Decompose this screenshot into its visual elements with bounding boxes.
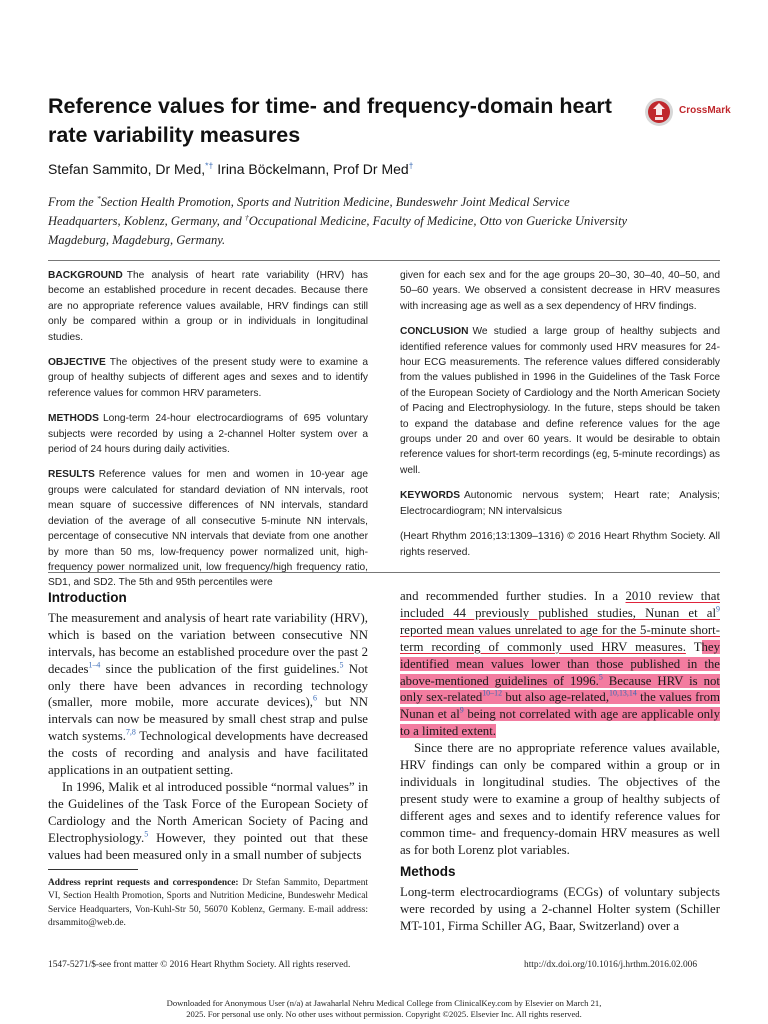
abstract-bottom-rule	[48, 572, 720, 573]
abstract-top-rule	[48, 260, 720, 261]
abstract-citation: (Heart Rhythm 2016;13:1309–1316) © 2016 Heart Rhythm Society. All rights reserved.	[400, 531, 720, 558]
download-line-2: 2025. For personal use only. No other uses without permission. Copyright ©2025. Elsevier Inc. All rights reserved.	[186, 1009, 582, 1019]
download-line-1: Downloaded for Anonymous User (n/a) at Jawaharlal Nehru Medical College from ClinicalKey.com by Elsevier on March 21,	[166, 998, 602, 1008]
intro-paragraph-1: The measurement and analysis of heart rate variability (HRV), which is based on the variation between consecutive NN intervals, has become an established procedure over the past 2 decades$^{1-4}$ since the publication of the first guidelines.$^5$ Not only there have been advances in recording technology (smaller, more mobile, more accurate devices),$^6$ but NN intervals can now be measured by small chest strap and pulse watch systems.$^{7,8}$ Technological developments have decreased the costs of recording and analysis and have facilitated applications in an outpatient setting.	[48, 610, 369, 778]
intro-paragraph-2: In 1996, Malik et al introduced possible “normal values” in the Guidelines of the Task Force of the European Society of Cardiology and the North American Society of Pacing and Electrophysiology.$^5$ However, they pointed out that these values had been measured only in a small number of subjects	[48, 779, 368, 862]
author-1: Stefan Sammito, Dr Med,	[48, 161, 206, 177]
abstract-right-column	[400, 268, 720, 570]
author-line	[48, 161, 414, 177]
intro-paragraph-continued: and recommended further studies. In a 2010 review that included 44 previously published studies, Nunan et al$^9$ reported mean values unrelated to age for the 5-minute short-term recording of commonly used HRV measures. They identified mean values lower than those published in the above-mentioned guidelines of 1996.$^5$ Because HRV is not only sex-related$^{10-12}$ but also age-related,$^{10,13,14}$ the values from Nunan et al$^9$ being not correlated with age are applicable only to a limited extent.	[400, 589, 720, 739]
crossmark-icon	[644, 95, 674, 129]
affiliation: From the *Section Health Promotion, Sports and Nutrition Medicine, Bundeswehr Joint Medical Service Headquarters, Koblenz, Germany, and †Occupational Medicine, Faculty of Medicine, Otto von Guericke University Magdeburg, Magdeburg, Germany.	[48, 193, 628, 247]
correspondence-footnote: Address reprint requests and correspondence: Dr Stefan Sammito, Department VI, Section Health Promotion, Sports and Nutrition Medicine, Bundeswehr Medical Service Headquarters, Von-Kuhl-Str 50, 56070 Koblenz, Germany. E-mail address: drsammito@web.de.	[48, 878, 368, 928]
copyright-line: 1547-5271/$-see front matter © 2016 Heart Rhythm Society. All rights reserved.	[48, 960, 351, 970]
abstract-methods: METHODS Long-term 24-hour electrocardiograms of 695 voluntary subjects were recorded by using a 2-channel Holter system over a period of 24 hours during daily activities.	[48, 413, 368, 456]
abstract-results-continued: given for each sex and for the age groups 20–30, 30–40, 40–50, and 50–60 years. We observed a consistent decrease in HRV measures with increasing age as well as a sex dependency of HRV findings.	[400, 270, 720, 312]
ref-link[interactable]: 1–4	[88, 660, 101, 670]
abstract-objective: OBJECTIVE The objectives of the present study were to examine a group of healthy subjects of different ages and sexes and to identify reference values for common HRV parameters.	[48, 357, 368, 399]
ref-link[interactable]: 6	[312, 694, 317, 704]
crossmark-badge[interactable]	[644, 95, 731, 129]
ref-link[interactable]: 5	[339, 660, 344, 670]
abstract-conclusion: CONCLUSION We studied a large group of healthy subjects and identified reference values for commonly used HRV measures for 24-hour ECG measurements. The reference values differed considerably from the values published in 1996 in the Guidelines of the Task Force of the European Society of Cardiology and the North American Society of Pacing and Electrophysiology. In the future, steps should be taken to expand the database and define reference values for the age groups under 20 and over 60 years. It would be desirable to obtain reference values for short-term recordings (eg, 5-minute recordings) as well.	[400, 326, 720, 476]
article-title: Reference values for time- and frequency-domain heart rate variability measures	[48, 94, 612, 147]
methods-heading: Methods	[400, 864, 456, 879]
methods-paragraph: Long-term electrocardiograms (ECGs) of voluntary subjects were recorded by using a 2-channel Holter system (Schiller MT-101, Firma Schiller AG, Baar, Switzerland) over a	[400, 884, 720, 933]
download-notice	[0, 998, 768, 1020]
author-1-marks: *†	[205, 160, 214, 171]
highlight-annotation: hey identified mean values lower than those published in the above-mentioned guidelines of 1996.$^5$ Because HRV is not only sex-related$^{10-12}$ but also age-related,$^{10,13,14}$ the values from Nunan et al$^9$ being not correlated with age are applicable only to a limited extent.	[400, 639, 720, 739]
introduction-heading: Introduction	[48, 590, 127, 605]
underlined-annotation: 2010 review that included 44 previously published studies, Nunan et al$^9$ reported mean values unrelated to age for the 5-minute short-term recording of commonly used HRV measures.	[400, 589, 720, 654]
introduction-left-column	[48, 590, 368, 864]
ref-link[interactable]: 5	[598, 672, 603, 682]
intro-paragraph-3: Since there are no appropriate reference values available, HRV findings can only be compared within a group or in individuals in longitudinal studies. The objectives of the present study were to examine a group of healthy subjects of different ages and sexes and to identify reference values for common time- and frequency-domain HRV measures as well as for both Lorenz plot variables.	[400, 741, 720, 857]
ref-link[interactable]: 10,13,14	[609, 689, 637, 699]
ref-link[interactable]: 5	[144, 829, 149, 839]
abstract-keywords: KEYWORDS Autonomic nervous system; Heart rate; Analysis; Electrocardiogram; NN intervalsicus	[400, 490, 720, 517]
abstract-left-column	[48, 268, 368, 601]
doi-link[interactable]: http://dx.doi.org/10.1016/j.hrthm.2016.02.006	[524, 960, 698, 970]
ref-link[interactable]: 10–12	[482, 689, 503, 699]
ref-link[interactable]: 7,8	[125, 727, 136, 737]
abstract-results: RESULTS Reference values for men and women in 10-year age groups were calculated for standard deviation of NN intervals, root mean square of successive differences of NN intervals, standard deviation of the average of all consecutive 5-minute NN intervals, percentage of consecutive NN intervals that deviate from one another by more than 50 ms, low-frequency power normalized unit, high-frequency power normalized unit, low frequency/high frequency ratio, SD1, and SD2. The 5th and 95th percentiles were	[48, 469, 368, 589]
ref-link[interactable]: 9	[716, 604, 720, 614]
introduction-right-column	[400, 588, 720, 859]
author-2-marks: †	[408, 160, 414, 171]
affiliation-mark-1: *	[96, 193, 101, 203]
ref-link[interactable]: 9	[459, 706, 464, 716]
methods-section	[400, 864, 720, 935]
author-2: Irina Böckelmann, Prof Dr Med	[217, 161, 409, 177]
affiliation-mark-2: †	[244, 212, 249, 222]
abstract-background: BACKGROUND The analysis of heart rate variability (HRV) has become an established procedure in recent decades. Because there are no appropriate reference values available, HRV findings can still only be compared within a group or in individuals in longitudinal studies.	[48, 270, 368, 343]
crossmark-label: CrossMark	[679, 105, 731, 116]
footnote-rule	[48, 869, 138, 870]
